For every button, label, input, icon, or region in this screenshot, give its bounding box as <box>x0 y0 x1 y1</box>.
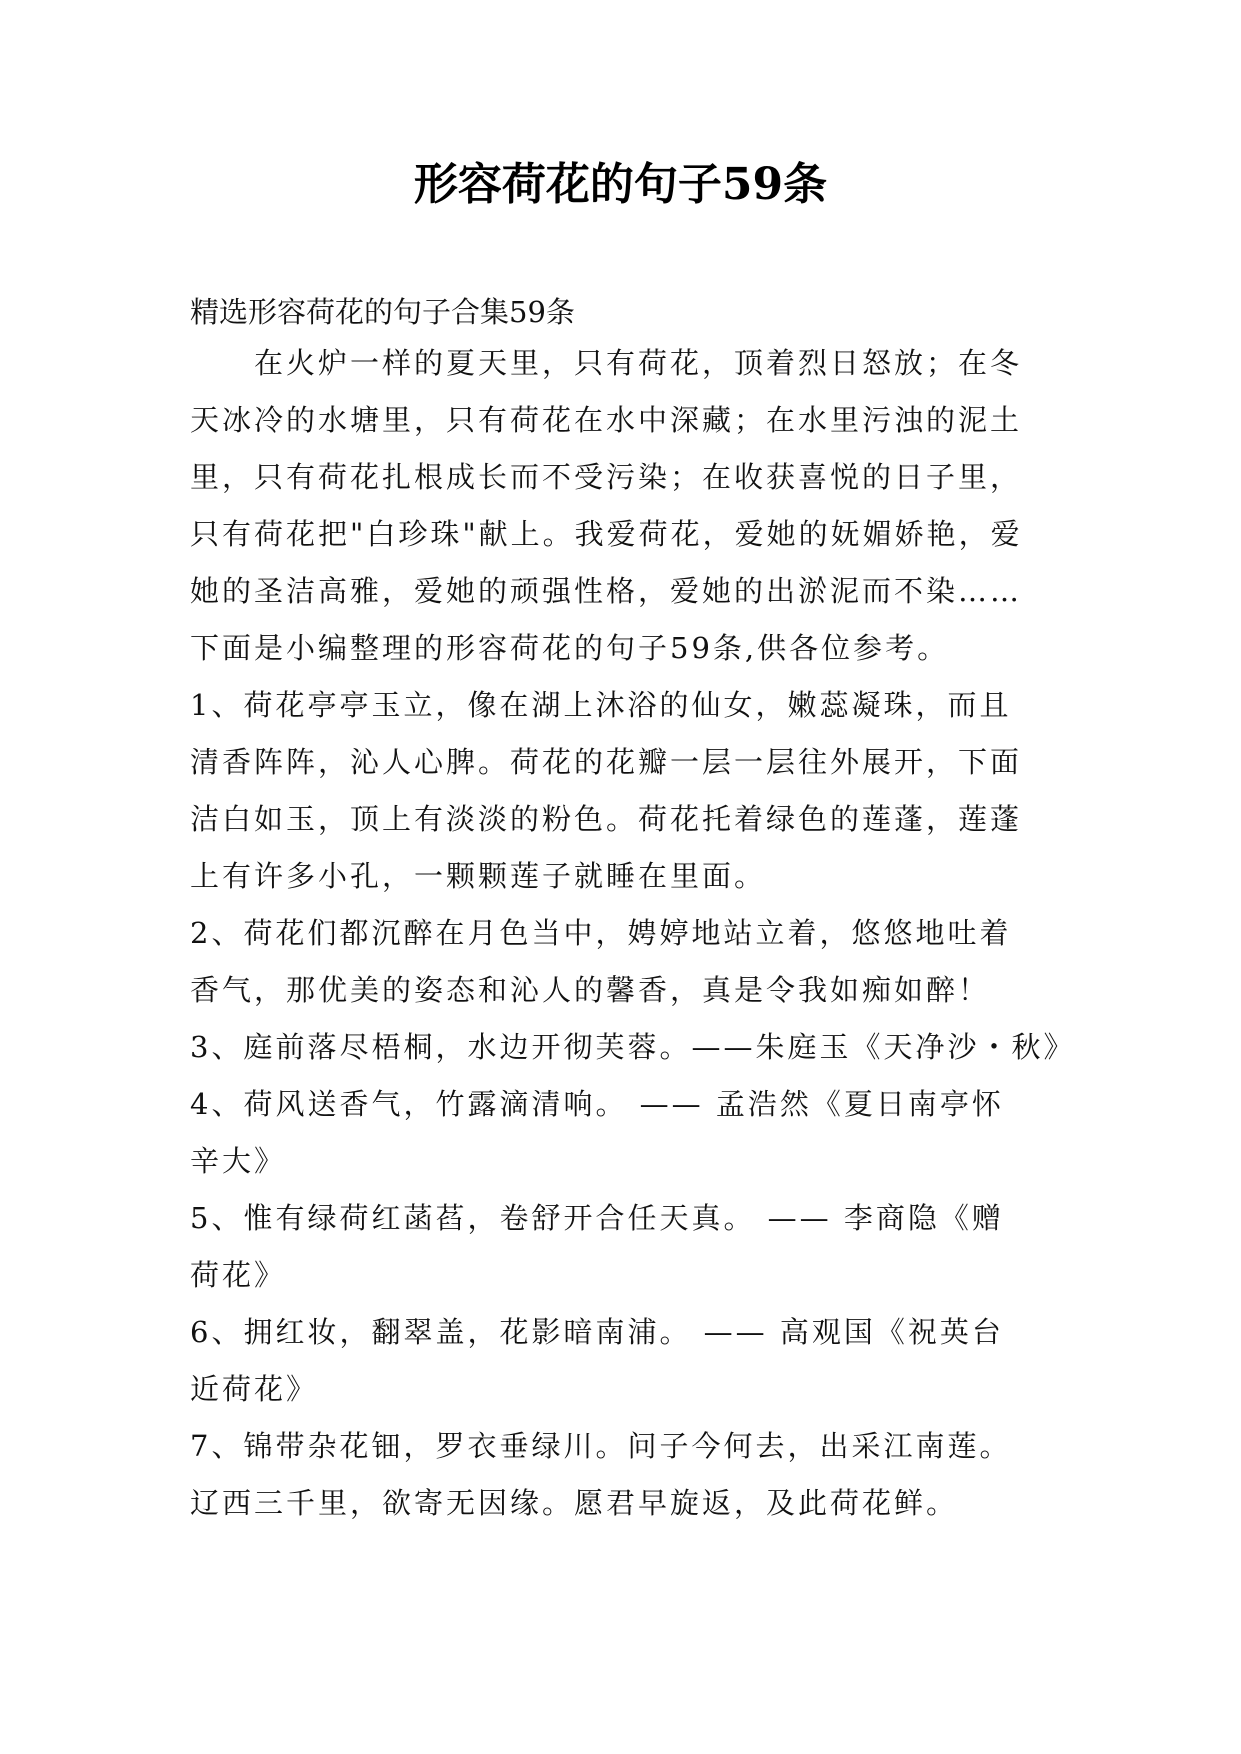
body-line: 2、荷花们都沉醉在月色当中，娉婷地站立着，悠悠地吐着 <box>190 916 1012 950</box>
body-line: 荷花》 <box>190 1258 287 1292</box>
body-line: 洁白如玉，顶上有淡淡的粉色。荷花托着绿色的莲蓬，莲蓬 <box>190 802 1023 836</box>
body-line: 里，只有荷花扎根成长而不受污染；在收获喜悦的日子里， <box>190 460 1023 494</box>
body-line: 辽西三千里，欲寄无因缘。愿君早旋返，及此荷花鲜。 <box>190 1486 959 1520</box>
body-line: 辛大》 <box>190 1144 287 1178</box>
body-line: 4、荷风送香气，竹露滴清响。 —— 孟浩然《夏日南亭怀 <box>190 1087 1004 1121</box>
body-line: 只有荷花把"白珍珠"献上。我爱荷花，爱她的妩媚娇艳，爱 <box>190 517 1023 551</box>
body-line: 天冰冷的水塘里，只有荷花在水中深藏；在水里污浊的泥土 <box>190 403 1023 437</box>
body-line: 上有许多小孔，一颗颗莲子就睡在里面。 <box>190 859 767 893</box>
body-line: 6、拥红妆，翻翠盖，花影暗南浦。 —— 高观国《祝英台 <box>190 1315 1004 1349</box>
body-line: 1、荷花亭亭玉立，像在湖上沐浴的仙女，嫩蕊凝珠，而且 <box>190 688 1012 722</box>
body-line: 下面是小编整理的形容荷花的句子59条,供各位参考。 <box>190 631 950 665</box>
body-line: 7、锦带杂花钿，罗衣垂绿川。问子今何去，出采江南莲。 <box>190 1429 1012 1463</box>
body-line: 香气，那优美的姿态和沁人的馨香，真是令我如痴如醉！ <box>190 973 991 1007</box>
body-line: 她的圣洁高雅，爱她的顽强性格，爱她的出淤泥而不染…… <box>190 574 1023 608</box>
body-line: 在火炉一样的夏天里，只有荷花，顶着烈日怒放；在冬 <box>254 346 1023 380</box>
document-subtitle: 精选形容荷花的句子合集59条 <box>190 295 575 329</box>
body-line: 5、惟有绿荷红菡萏，卷舒开合任天真。 —— 李商隐《赠 <box>190 1201 1004 1235</box>
body-line: 近荷花》 <box>190 1372 319 1406</box>
document-title: 形容荷花的句子59条 <box>413 159 828 210</box>
body-line: 3、庭前落尽梧桐，水边开彻芙蓉。——朱庭玉《天净沙・秋》 <box>190 1030 1076 1064</box>
body-line: 清香阵阵，沁人心脾。荷花的花瓣一层一层往外展开，下面 <box>190 745 1023 779</box>
